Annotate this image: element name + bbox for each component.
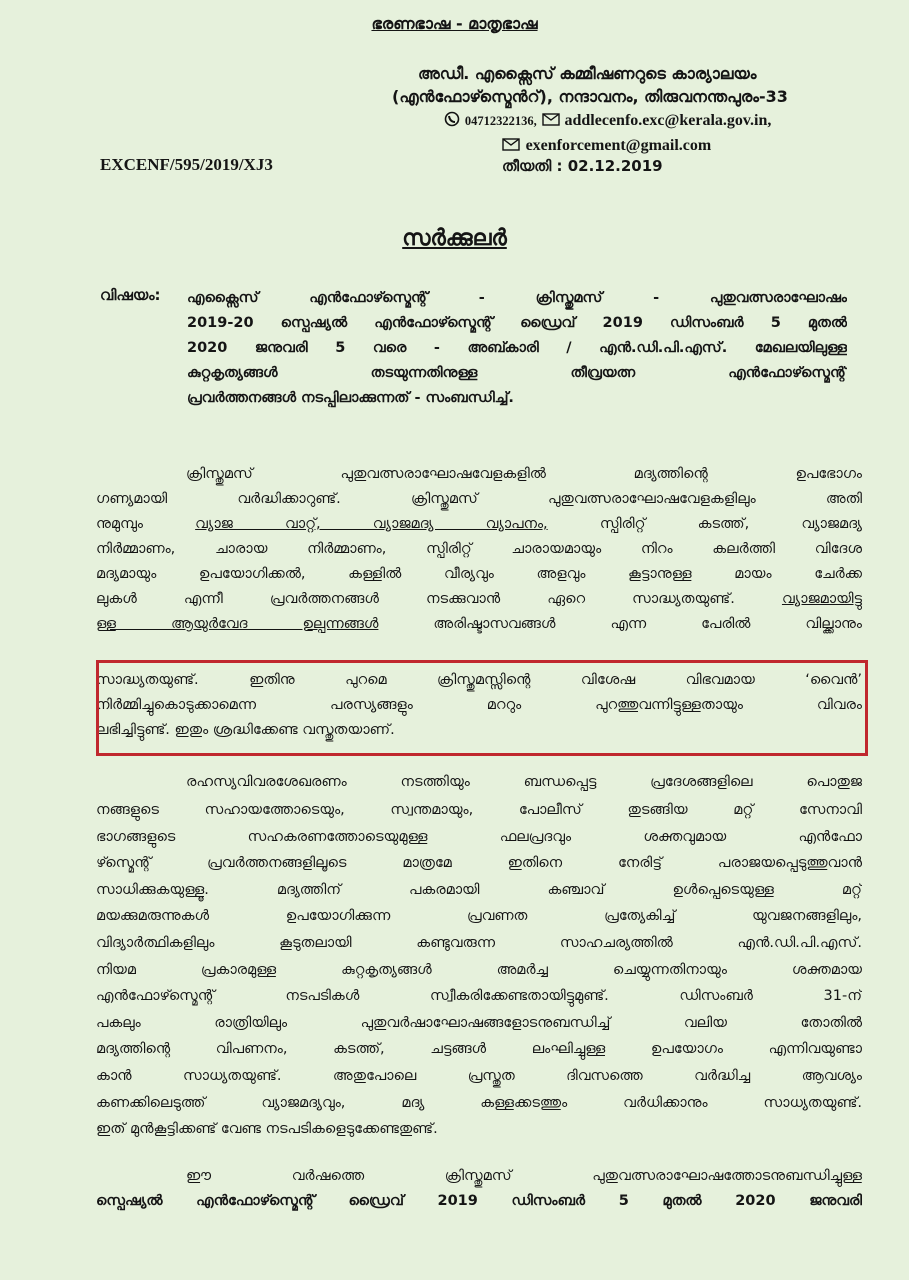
email-secondary[interactable]: exenforcement@gmail.com — [525, 137, 712, 154]
paragraph-line: വിദ്യാർത്ഥികളിലും കൂടുതലായി കണ്ടുവരുന്ന സാഹചര്യത്തിൽ എൻ.ഡി.പി.എസ്. — [96, 934, 862, 951]
text-run: ലുകൾ എന്നീ പ്രവർത്തനങ്ങൾ നടക്കുവാൻ ഏറെ സാദ്ധ്യതയുണ്ട്. — [96, 591, 782, 607]
subject-text — [187, 286, 847, 411]
paragraph-line: ഈ വർഷത്തെ ക്രിസ്തുമസ് പുതുവത്സരാഘോഷത്തോടനുബന്ധിച്ചുള്ള — [186, 1168, 862, 1184]
paragraph-line: നിർമ്മിച്ചുകൊടുക്കാമെന്ന പരസ്യങ്ങളും മററും പുറത്തുവന്നിട്ടുള്ളതായും വിവരം — [96, 697, 862, 713]
paragraph-line: നിയമ പ്രകാരമുള്ള കുറ്റകൃത്യങ്ങൾ അമർച്ച ചെയ്യുന്നതിനായും ശക്തമായ — [96, 961, 862, 978]
subject-line: പ്രവർത്തനങ്ങൾ നടപ്പിലാക്കുന്നത് - സംബന്ധിച്ച്. — [187, 390, 514, 406]
paragraph-3 — [96, 1189, 862, 1214]
text-run: നുമുമ്പും — [96, 516, 196, 532]
email-primary[interactable]: addlecenfo.exc@kerala.gov.in, — [564, 112, 772, 129]
reference-number: EXCENF/595/2019/XJ3 — [100, 155, 273, 174]
slogan: ഭരണഭാഷ - മാതൃഭാഷ — [371, 14, 538, 33]
paragraph-line: ഗണ്യമായി വർദ്ധിക്കാറുണ്ട്. ക്രിസ്തുമസ് പുതുവത്സരാഘോഷവേളകളിലും അതി — [96, 491, 862, 507]
paragraph-line: മദ്യമായും ഉപയോഗിക്കൽ, കള്ളിൽ വീര്യവും അളവും കൂട്ടാനുള്ള മായം ചേർക്ക — [96, 566, 862, 582]
paragraph-line: സാദ്ധ്യതയുണ്ട്. ഇതിനു പുറമെ ക്രിസ്തുമസ്സിന്റെ വിശേഷ വിഭവമായ ‘വൈൻ’ — [96, 672, 862, 688]
page-title: സർക്കുലർ — [402, 226, 507, 251]
paragraph-1 — [96, 487, 862, 637]
paragraph-line: ക്രിസ്തുമസ് പുതുവത്സരാഘോഷവേളകളിൽ മദ്യത്തിന്റെ ഉപഭോഗം — [186, 466, 862, 482]
paragraph-line: ലഭിച്ചിട്ടുണ്ട്. ഇതും ശ്രദ്ധിക്കേണ്ട വസ്തുതയാണ്. — [96, 722, 395, 738]
phone-icon — [444, 111, 460, 131]
contact-line-1 — [444, 111, 771, 131]
paragraph-line: ഇത് മുൻകൂട്ടിക്കണ്ട് വേണ്ട നടപടികളെടുക്കേണ്ടതുണ്ട്. — [96, 1121, 438, 1138]
underlined-text: ള്ള ആയുർവേദ ഉല്പന്നങ്ങൾ — [96, 616, 379, 632]
envelope-icon — [542, 113, 560, 130]
envelope-icon — [502, 136, 520, 155]
paragraph-line: സാധിക്കുകയുള്ളൂ. മദ്യത്തിന് പകരമായി കഞ്ചാവ് ഉൾപ്പെടെയുള്ള മറ്റ് — [96, 881, 862, 898]
paragraph-line: നങ്ങളുടെ സഹായത്തോടെയും, സ്വന്തമായും, പോലീസ് തുടങ്ങിയ മറ്റ് സേനാവി — [96, 802, 862, 818]
paragraph-line: മയക്കുമരുന്നുകൾ ഉപയോഗിക്കുന്ന പ്രവണത പ്രത്യേകിച്ച് യുവജനങ്ങളിലും, — [96, 908, 862, 925]
subject-line: കുറ്റകൃത്യങ്ങൾ തടയുന്നതിനുള്ള തീവ്രയത്ന എൻഫോഴ്സ്മെന്റ് — [187, 365, 847, 381]
paragraph-line: ഭാഗങ്ങളുടെ സഹകരണത്തോടെയുമുള്ള ഫലപ്രദവും ശക്തവുമായ എൻഫോ — [96, 828, 862, 845]
paragraph-line: കാൻ സാധ്യതയുണ്ട്. അതുപോലെ പ്രസ്തുത ദിവസത്തെ വർദ്ധിച്ച ആവശ്യം — [96, 1067, 862, 1084]
paragraph-line — [96, 612, 862, 637]
paragraph-line: മദ്യത്തിന്റെ വിപണനം, കടത്ത്, ചട്ടങ്ങൾ ലംഘിച്ചുള്ള ഉപയോഗം എന്നിവയുണ്ടാ — [96, 1041, 862, 1058]
underlined-text: വ്യാജ വാറ്റ്, വ്യാജമദ്യ വ്യാപനം, — [195, 516, 548, 532]
paragraph-line: പകലും രാത്രിയിലും പുതുവർഷാഘോഷങ്ങളോടനുബന്ധിച്ച് വലിയ തോതിൽ — [96, 1014, 862, 1031]
highlight-box — [96, 660, 868, 756]
subject-line: 2020 ജനുവരി 5 വരെ - അബ്കാരി / എൻ.ഡി.പി.എസ്. മേഖലയിലുള്ള — [187, 340, 847, 356]
text-run: സ്പിരിറ്റ് കടത്ത്, വ്യാജമദ്യ — [547, 516, 862, 532]
text-run: അരിഷ്ടാസവങ്ങൾ എന്ന പേരിൽ വില്ക്കാനും — [378, 616, 862, 632]
paragraph-2 — [96, 797, 862, 1143]
paragraph-line: രഹസ്യവിവരശേഖരണം നടത്തിയും ബന്ധപ്പെട്ട പ്രദേശങ്ങളിലെ പൊതുജ — [186, 774, 862, 790]
phone-number: 04712322136, — [464, 114, 537, 128]
paragraph-line: കണക്കിലെടുത്ത് വ്യാജമദ്യവും, മദ്യ കള്ളക്കടത്തും വർധിക്കാനും സാധ്യതയുണ്ട്. — [96, 1094, 862, 1111]
subject-line: 2019-20 സ്പെഷ്യൽ എൻഫോഴ്സ്മെന്റ് ഡ്രൈവ് 2019 ഡിസംബർ 5 മുതൽ — [187, 315, 847, 331]
contact-line-2 — [502, 135, 711, 155]
subject-line: എക്സൈസ് എൻഫോഴ്സ്മെന്റ് - ക്രിസ്തുമസ് - പുതുവത്സരാഘോഷം — [187, 290, 847, 306]
underlined-text: വ്യാജമായിട്ടു — [781, 591, 862, 607]
paragraph-line: നിർമ്മാണം, ചാരായ നിർമ്മാണം, സ്പിരിറ്റ് ചാരായമായും നിറം കലർത്തി വിദേശ — [96, 541, 862, 557]
paragraph-line: എൻഫോഴ്സ്മെന്റ് നടപടികൾ സ്വീകരിക്കേണ്ടതായിട്ടുമുണ്ട്. ഡിസംബർ 31-ന് — [96, 988, 862, 1005]
circular-date: തീയതി : 02.12.2019 — [502, 157, 663, 175]
paragraph-line — [96, 512, 862, 537]
paragraph-3-first-line — [186, 1164, 862, 1189]
office-name: അഡീ. എക്സൈസ് കമ്മീഷണറുടെ കാര്യാലയം — [418, 64, 757, 83]
paragraph-line: ഴ്സ്മെന്റ് പ്രവർത്തനങ്ങളിലൂടെ മാത്രമേ ഇതിനെ നേരിട്ട് പരാജയപ്പെടുത്തുവാൻ — [96, 855, 862, 872]
paragraph-line — [96, 587, 862, 612]
office-address: (എൻഫോഴ്സ്മെൻറ്), നന്ദാവനം, തിരുവനന്തപുരം-33 — [392, 87, 788, 106]
paragraph-1-first-line — [186, 462, 862, 487]
subject-label: വിഷയം: — [100, 286, 161, 304]
paragraph-line: സ്പെഷ്യൽ എൻഫോഴ്സ്മെന്റ് ഡ്രൈവ് 2019 ഡിസംബർ 5 മുതൽ 2020 ജനുവരി — [96, 1193, 862, 1209]
paragraph-2-first-line — [186, 770, 862, 795]
